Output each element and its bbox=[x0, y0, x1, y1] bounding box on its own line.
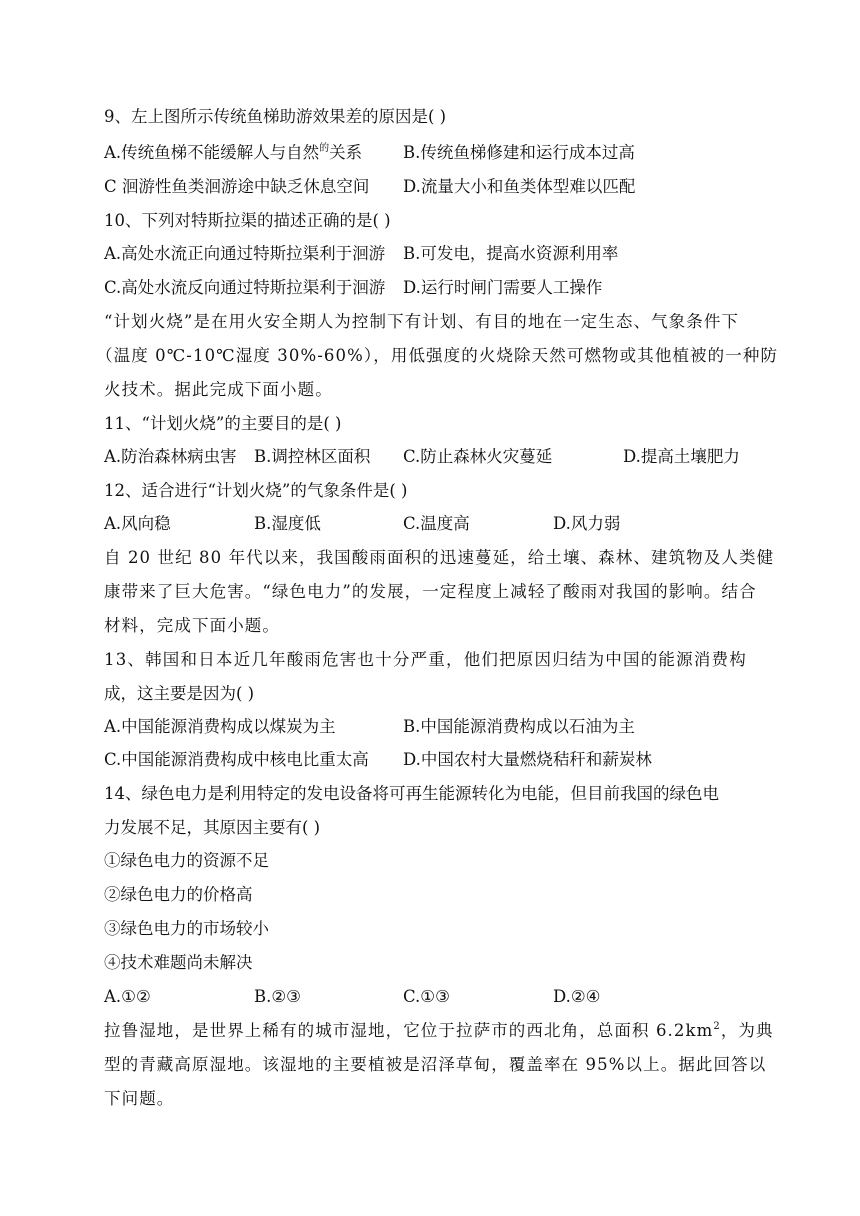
q13-stem-line1: 13、韩国和日本近几年酸雨危害也十分严重，他们把原因归结为中国的能源消费构 bbox=[104, 650, 747, 669]
q9-option-a-tail: 关系 bbox=[329, 143, 363, 162]
q13-option-b: B.中国能源消费构成以石油为主 bbox=[403, 717, 635, 736]
q10-option-d: D.运行时闸门需要人工操作 bbox=[403, 278, 603, 297]
q11-option-d: D.提高土壤肥力 bbox=[623, 447, 740, 466]
passage2-line2: 康带来了巨大危害。“绿色电力”的发展，一定程度上减轻了酸雨对我国的影响。结合 bbox=[104, 582, 757, 601]
q10-option-a: A.高处水流正向通过特斯拉渠利于洄游 bbox=[104, 244, 386, 263]
q14-statement-3: ③绿色电力的市场较小 bbox=[104, 919, 269, 938]
q13-option-c: C.中国能源消费构成中核电比重太高 bbox=[104, 750, 369, 769]
q14-option-a: A.①② bbox=[104, 987, 151, 1006]
q10-option-b: B.可发电，提高水资源利用率 bbox=[403, 244, 619, 263]
q9-option-a-text: A.传统鱼梯不能缓解人与自然 bbox=[104, 143, 320, 162]
q14-stem-line1: 14、绿色电力是利用特定的发电设备将可再生能源转化为电能，但目前我国的绿色电 bbox=[104, 784, 719, 803]
q14-option-d: D.②④ bbox=[553, 987, 601, 1006]
q14-statement-2: ②绿色电力的价格高 bbox=[104, 885, 253, 904]
q12-option-c: C.温度高 bbox=[403, 514, 470, 533]
q11-option-b: B.调控林区面积 bbox=[254, 447, 371, 466]
q12-stem: 12、适合进行“计划火烧”的气象条件是( ) bbox=[104, 481, 408, 500]
q10-stem: 10、下列对特斯拉渠的描述正确的是( ) bbox=[104, 211, 391, 230]
q9-option-d: D.流量大小和鱼类体型难以匹配 bbox=[403, 177, 636, 196]
q11-option-a: A.防治森林病虫害 bbox=[104, 447, 237, 466]
q13-option-d: D.中国农村大量燃烧秸秆和薪炭林 bbox=[403, 750, 652, 769]
passage2-line3: 材料，完成下面小题。 bbox=[104, 616, 280, 635]
q14-statement-1: ①绿色电力的资源不足 bbox=[104, 851, 269, 870]
q9-stem: 9、左上图所示传统鱼梯助游效果差的原因是( ) bbox=[104, 107, 447, 126]
passage1-line3: 火技术。据此完成下面小题。 bbox=[104, 380, 333, 399]
q14-option-c: C.①③ bbox=[403, 987, 450, 1006]
passage1-line1: “计划火烧”是在用火安全期人为控制下有计划、有目的地在一定生态、气象条件下 bbox=[104, 312, 740, 331]
q11-stem: 11、“计划火烧”的主要目的是( ) bbox=[104, 414, 342, 433]
passage2-line1: 自 20 世纪 80 年代以来，我国酸雨面积的迅速蔓延，给土壤、森林、建筑物及人类健 bbox=[104, 548, 775, 567]
q9-option-a bbox=[104, 141, 362, 165]
q10-option-c: C.高处水流反向通过特斯拉渠利于洄游 bbox=[104, 278, 386, 297]
passage3-line2: 型的青藏高原湿地。该湿地的主要植被是沼泽草甸，覆盖率在 95%以上。据此回答以 bbox=[104, 1055, 767, 1074]
q12-option-b: B.湿度低 bbox=[254, 514, 321, 533]
q13-option-a: A.中国能源消费构成以煤炭为主 bbox=[104, 717, 336, 736]
q14-stem-line2: 力发展不足，其原因主要有( ) bbox=[104, 818, 321, 837]
q14-option-b: B.②③ bbox=[254, 987, 301, 1006]
passage3-line1-tail: ，为典 bbox=[720, 1021, 774, 1040]
passage3-line1 bbox=[104, 1019, 774, 1043]
q11-option-c: C.防止森林火灾蔓延 bbox=[403, 447, 553, 466]
q12-option-a: A.风向稳 bbox=[104, 514, 171, 533]
q13-stem-line2: 成，这主要是因为( ) bbox=[104, 684, 255, 703]
passage3-line3: 下问题。 bbox=[104, 1089, 175, 1108]
passage1-line2: （温度 0℃-10℃湿度 30%-60%），用低强度的火烧除天然可燃物或其他植被的一种防 bbox=[96, 346, 779, 365]
q12-option-d: D.风力弱 bbox=[553, 514, 621, 533]
q9-option-b: B.传统鱼梯修建和运行成本过高 bbox=[403, 143, 635, 162]
passage3-line1-sup: 2 bbox=[713, 1021, 721, 1032]
q14-statement-4: ④技术难题尚未解决 bbox=[104, 953, 253, 972]
passage3-line1-text: 拉鲁湿地，是世界上稀有的城市湿地，它位于拉萨市的西北角，总面积 6.2km bbox=[104, 1021, 714, 1040]
q9-option-c: C 洄游性鱼类洄游途中缺乏休息空间 bbox=[104, 177, 370, 196]
q9-option-a-sup: 的 bbox=[319, 143, 330, 154]
